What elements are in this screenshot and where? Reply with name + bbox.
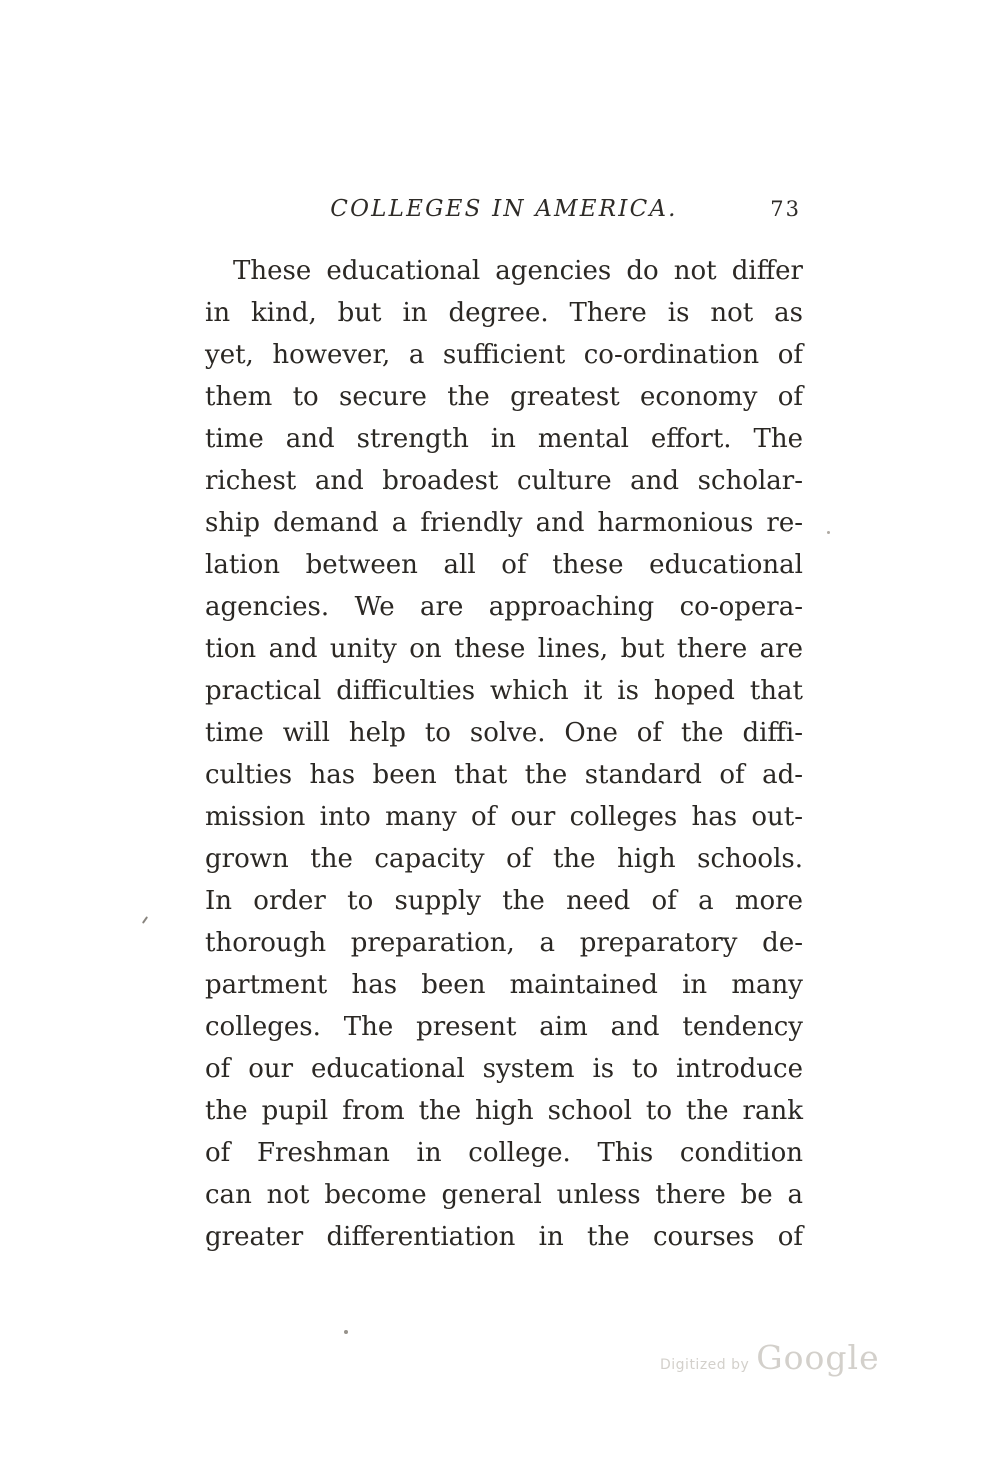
text-line: time and strength in mental effort. The [205, 424, 803, 454]
watermark-prefix: Digitized by [660, 1357, 750, 1373]
text-line: partment has been maintained in many [205, 970, 803, 1000]
text-line: thorough preparation, a preparatory de- [205, 928, 803, 958]
text-line: tion and unity on these lines, but there are [205, 634, 803, 664]
scan-artifact [344, 1330, 348, 1334]
text-line: lation between all of these educational [205, 550, 803, 580]
page-header [205, 196, 803, 230]
text-line: them to secure the greatest economy of [205, 382, 803, 412]
text-line: yet, however, a sufficient co-ordination of [205, 340, 803, 370]
running-title: COLLEGES IN AMERICA. [330, 196, 678, 222]
scan-artifact [827, 531, 830, 534]
text-line: in kind, but in degree. There is not as [205, 298, 803, 328]
text-line: culties has been that the standard of ad- [205, 760, 803, 790]
scan-artifact [142, 916, 148, 924]
text-line: time will help to solve. One of the diffi- [205, 718, 803, 748]
text-line: practical difficulties which it is hoped that [205, 676, 803, 706]
text-line: In order to supply the need of a more [205, 886, 803, 916]
text-line: richest and broadest culture and scholar- [205, 466, 803, 496]
text-line: of Freshman in college. This condition [205, 1138, 803, 1168]
text-line: of our educational system is to introduce [205, 1054, 803, 1084]
text-line: the pupil from the high school to the rank [205, 1096, 803, 1126]
page-number: 73 [770, 197, 801, 221]
text-line: These educational agencies do not differ [233, 256, 803, 286]
text-line: grown the capacity of the high schools. [205, 844, 803, 874]
text-line: colleges. The present aim and tendency [205, 1012, 803, 1042]
text-line: greater differentiation in the courses of [205, 1222, 803, 1252]
text-line: agencies. We are approaching co-opera- [205, 592, 803, 622]
google-watermark [660, 1338, 880, 1377]
page-body [205, 250, 803, 1258]
text-line: ship demand a friendly and harmonious re- [205, 508, 803, 538]
text-line: can not become general unless there be a [205, 1180, 803, 1210]
text-line: mission into many of our colleges has out- [205, 802, 803, 832]
google-logo-text: Google [756, 1338, 880, 1377]
